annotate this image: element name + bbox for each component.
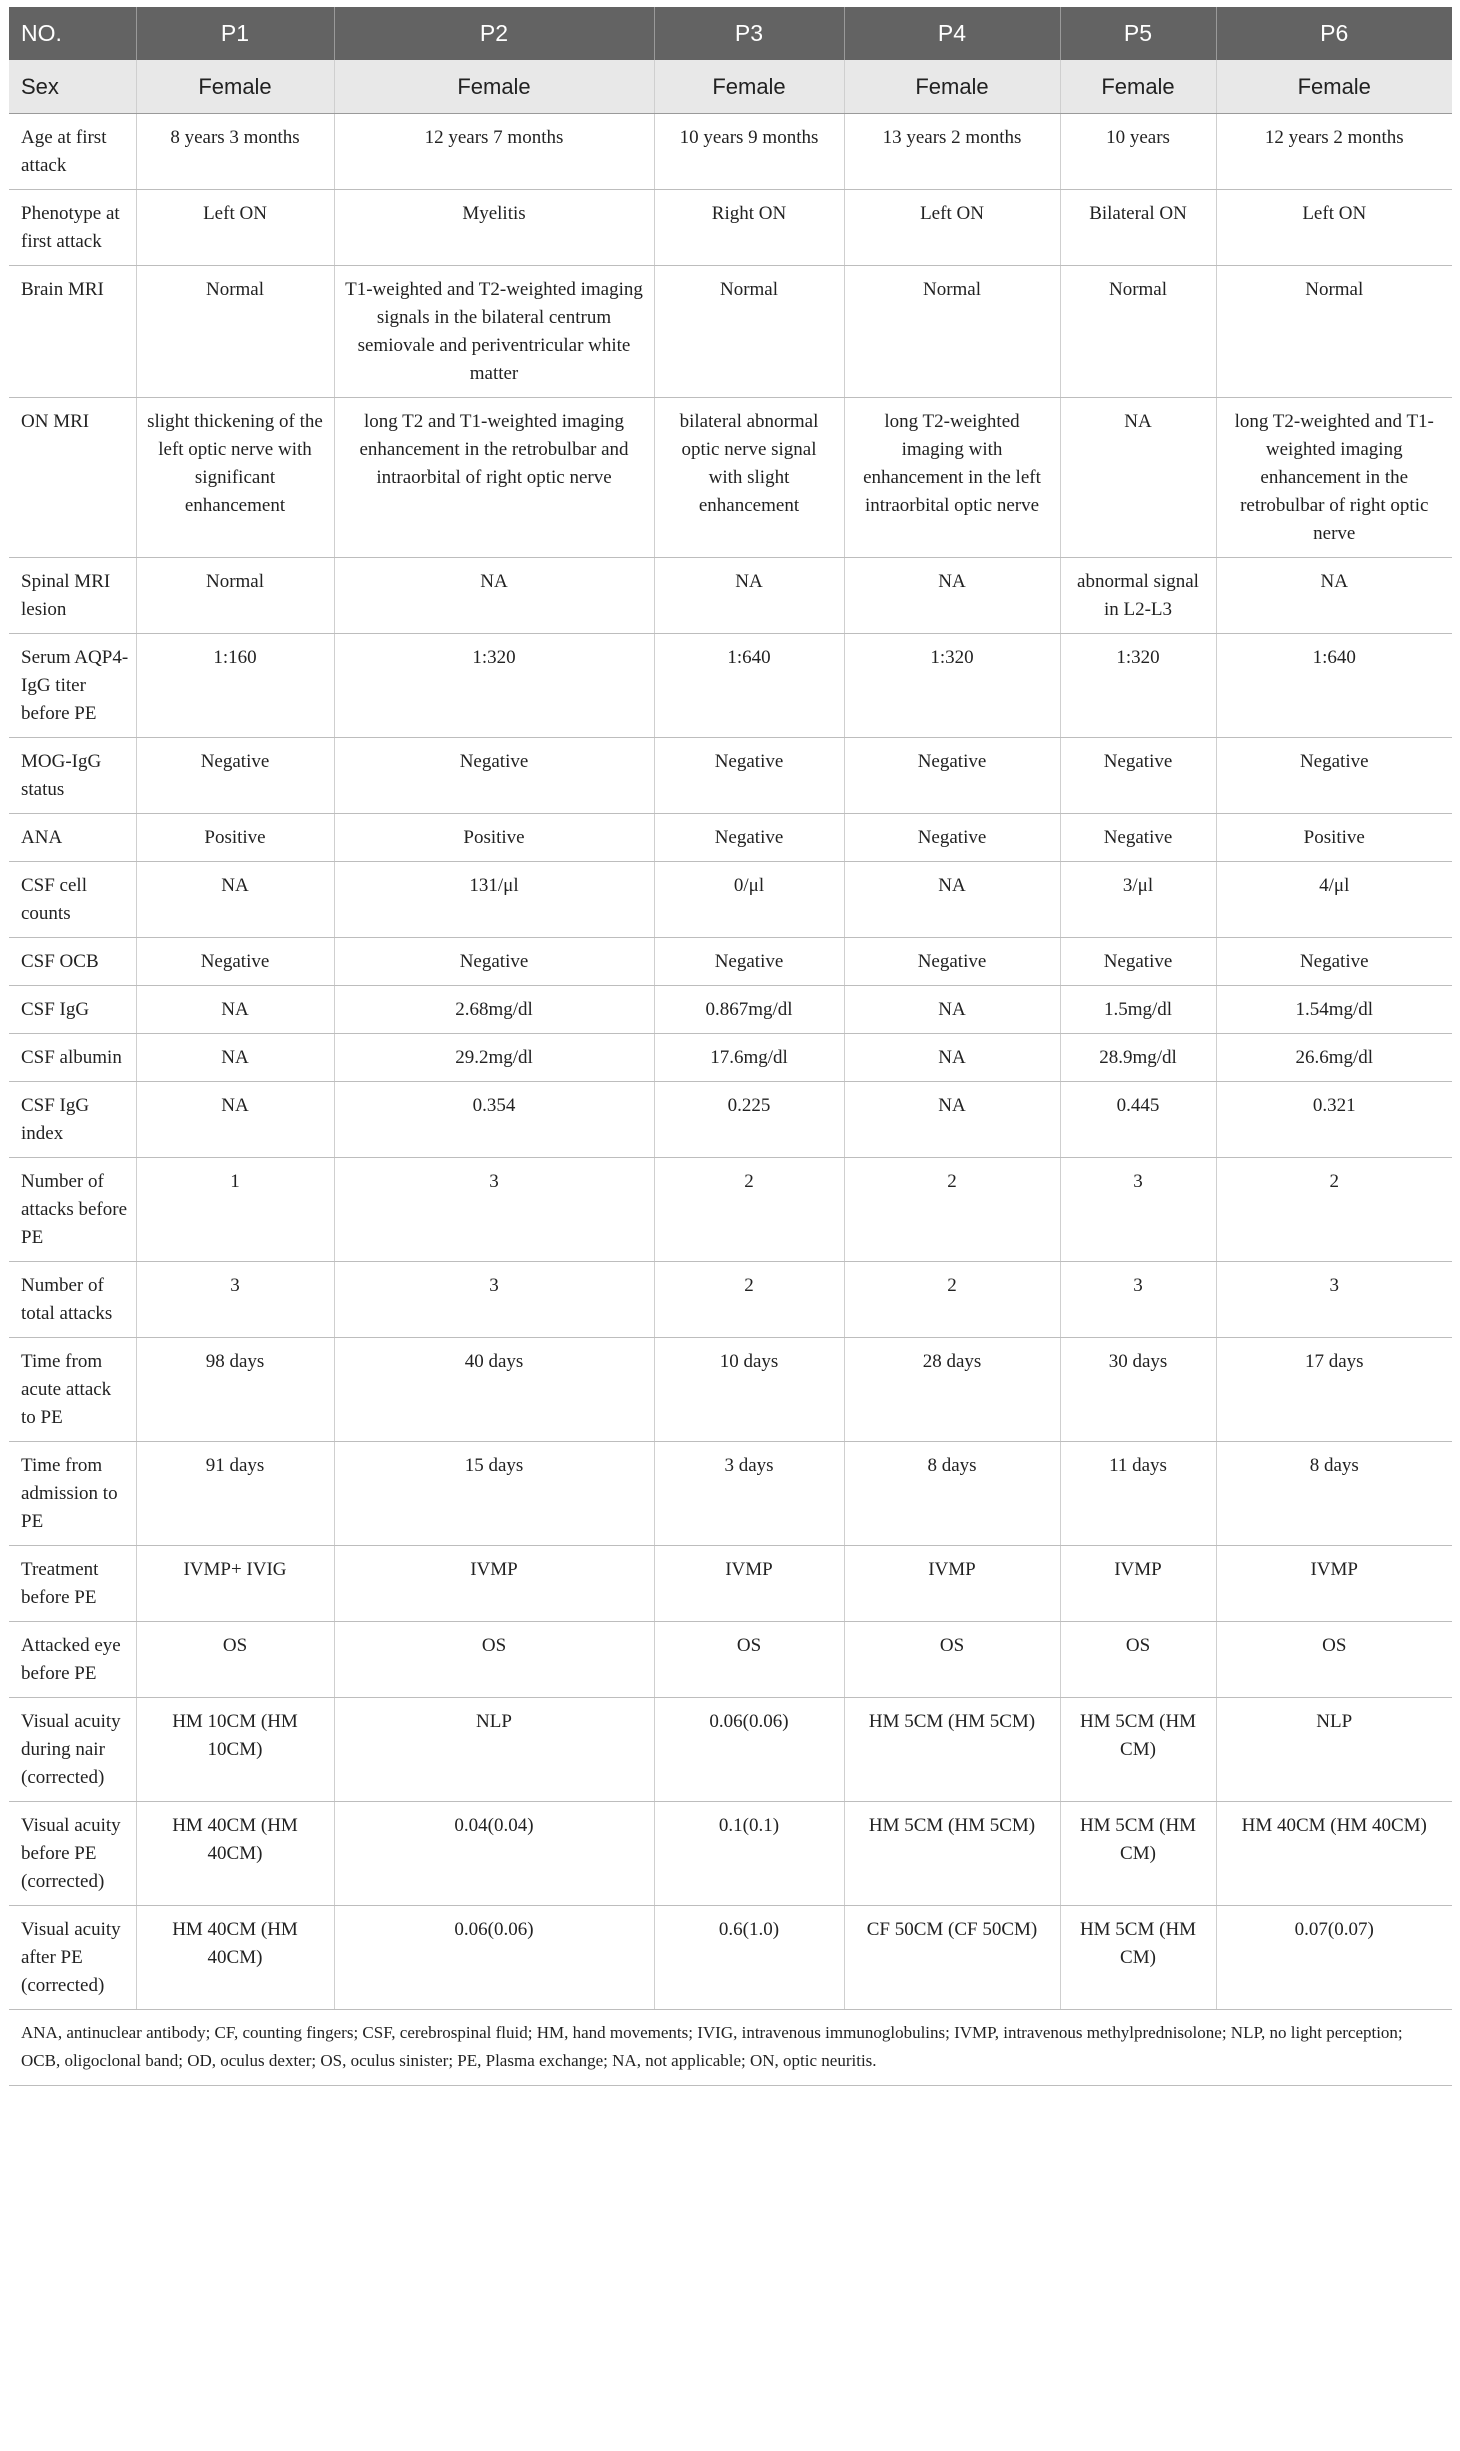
footnote-text: ANA, antinuclear antibody; CF, counting fingers; CSF, cerebrospinal fluid; HM, hand movements; IVIG, intravenous immunoglobulins; IVMP, intravenous methylprednisolone; NLP, no light perception; OCB, oligoclonal band; OD, oculus dexter; OS, oculus sinister; PE, Plasma exchange; NA, not applicable; ON, optic neuritis. (9, 2010, 1452, 2086)
cell-p2: 2.68mg/dl (334, 986, 654, 1034)
cell-p6: NA (1216, 558, 1452, 634)
row-label: MOG-IgG status (9, 738, 136, 814)
cell-p5: Negative (1060, 738, 1216, 814)
cell-p5: HM 5CM (HM CM) (1060, 1906, 1216, 2010)
row-label: ON MRI (9, 398, 136, 558)
cell-p2: Positive (334, 814, 654, 862)
cell-p6: Negative (1216, 938, 1452, 986)
cell-p4: HM 5CM (HM 5CM) (844, 1698, 1060, 1802)
cell-p2: Myelitis (334, 190, 654, 266)
cell-p1: HM 40CM (HM 40CM) (136, 1906, 334, 2010)
row-label: Treatment before PE (9, 1546, 136, 1622)
row-label: ANA (9, 814, 136, 862)
cell-p5: 3 (1060, 1262, 1216, 1338)
cell-p3: bilateral abnormal optic nerve signal with slight enhancement (654, 398, 844, 558)
cell-p1: 1:160 (136, 634, 334, 738)
table-row (9, 1622, 1452, 1698)
cell-p2: Negative (334, 938, 654, 986)
table-row (9, 1906, 1452, 2010)
cell-p1: IVMP+ IVIG (136, 1546, 334, 1622)
table-row (9, 1442, 1452, 1546)
table-row (9, 1158, 1452, 1262)
cell-p3: IVMP (654, 1546, 844, 1622)
row-label: Serum AQP4-IgG titer before PE (9, 634, 136, 738)
header-p2: P2 (334, 7, 654, 60)
cell-p2: 3 (334, 1262, 654, 1338)
cell-p2: 29.2mg/dl (334, 1034, 654, 1082)
row-label: Visual acuity before PE (corrected) (9, 1802, 136, 1906)
cell-p1: 98 days (136, 1338, 334, 1442)
cell-p3: 2 (654, 1158, 844, 1262)
cell-p3: Right ON (654, 190, 844, 266)
cell-p1: HM 40CM (HM 40CM) (136, 1802, 334, 1906)
cell-p6: Negative (1216, 738, 1452, 814)
cell-p4: NA (844, 1082, 1060, 1158)
cell-p1: Negative (136, 938, 334, 986)
table-row (9, 634, 1452, 738)
cell-p6: 8 days (1216, 1442, 1452, 1546)
cell-p3: 3 days (654, 1442, 844, 1546)
cell-p3: 0.1(0.1) (654, 1802, 844, 1906)
row-label: CSF albumin (9, 1034, 136, 1082)
cell-p5: abnormal signal in L2-L3 (1060, 558, 1216, 634)
row-label: Attacked eye before PE (9, 1622, 136, 1698)
table-row (9, 862, 1452, 938)
patient-clinical-table (9, 7, 1452, 2086)
cell-p4: Negative (844, 814, 1060, 862)
header-row (9, 7, 1452, 60)
cell-p2: 12 years 7 months (334, 114, 654, 190)
row-label: Sex (9, 60, 136, 114)
table-row (9, 1082, 1452, 1158)
cell-p1: NA (136, 986, 334, 1034)
header-p3: P3 (654, 7, 844, 60)
cell-p5: OS (1060, 1622, 1216, 1698)
cell-p3: 0.867mg/dl (654, 986, 844, 1034)
cell-p3: Negative (654, 738, 844, 814)
cell-p4: 2 (844, 1158, 1060, 1262)
cell-p5: 30 days (1060, 1338, 1216, 1442)
cell-p4: IVMP (844, 1546, 1060, 1622)
header-p6: P6 (1216, 7, 1452, 60)
cell-p5: 1.5mg/dl (1060, 986, 1216, 1034)
cell-p1: Normal (136, 558, 334, 634)
cell-p5: Bilateral ON (1060, 190, 1216, 266)
cell-p4: Left ON (844, 190, 1060, 266)
cell-p2: OS (334, 1622, 654, 1698)
clinical-data-table-container (9, 7, 1452, 2086)
cell-p3: OS (654, 1622, 844, 1698)
row-label: Time from admission to PE (9, 1442, 136, 1546)
cell-p5: 3/μl (1060, 862, 1216, 938)
table-row (9, 1034, 1452, 1082)
table-row (9, 1262, 1452, 1338)
cell-p1: 1 (136, 1158, 334, 1262)
cell-p4: 2 (844, 1262, 1060, 1338)
header-p4: P4 (844, 7, 1060, 60)
cell-p6: 4/μl (1216, 862, 1452, 938)
cell-p6: Left ON (1216, 190, 1452, 266)
cell-p2: 0.04(0.04) (334, 1802, 654, 1906)
cell-p1: NA (136, 1082, 334, 1158)
cell-p4: Negative (844, 938, 1060, 986)
table-row (9, 738, 1452, 814)
cell-p5: 11 days (1060, 1442, 1216, 1546)
table-row (9, 1546, 1452, 1622)
cell-p6: Positive (1216, 814, 1452, 862)
cell-p6: NLP (1216, 1698, 1452, 1802)
table-row (9, 558, 1452, 634)
cell-p3: 10 years 9 months (654, 114, 844, 190)
table-row (9, 60, 1452, 114)
cell-p6: 0.07(0.07) (1216, 1906, 1452, 2010)
cell-p6: 12 years 2 months (1216, 114, 1452, 190)
cell-p1: Normal (136, 266, 334, 398)
cell-p4: long T2-weighted imaging with enhancement in the left intraorbital optic nerve (844, 398, 1060, 558)
footnote-row (9, 2010, 1452, 2086)
cell-p3: 17.6mg/dl (654, 1034, 844, 1082)
cell-p2: Negative (334, 738, 654, 814)
cell-p6: 2 (1216, 1158, 1452, 1262)
cell-p5: 3 (1060, 1158, 1216, 1262)
cell-p3: 2 (654, 1262, 844, 1338)
cell-p4: Female (844, 60, 1060, 114)
cell-p1: HM 10CM (HM 10CM) (136, 1698, 334, 1802)
table-row (9, 190, 1452, 266)
cell-p6: Normal (1216, 266, 1452, 398)
cell-p2: IVMP (334, 1546, 654, 1622)
row-label: Number of total attacks (9, 1262, 136, 1338)
cell-p4: 28 days (844, 1338, 1060, 1442)
cell-p2: long T2 and T1-weighted imaging enhancement in the retrobulbar and intraorbital of right optic nerve (334, 398, 654, 558)
row-label: CSF cell counts (9, 862, 136, 938)
cell-p1: Female (136, 60, 334, 114)
cell-p3: 0/μl (654, 862, 844, 938)
cell-p3: Female (654, 60, 844, 114)
table-row (9, 814, 1452, 862)
table-header (9, 7, 1452, 60)
cell-p2: 1:320 (334, 634, 654, 738)
cell-p1: OS (136, 1622, 334, 1698)
cell-p3: 0.6(1.0) (654, 1906, 844, 2010)
table-row (9, 398, 1452, 558)
header-p1: P1 (136, 7, 334, 60)
table-row (9, 266, 1452, 398)
cell-p6: 17 days (1216, 1338, 1452, 1442)
cell-p5: Normal (1060, 266, 1216, 398)
row-label: Visual acuity during nair (corrected) (9, 1698, 136, 1802)
row-label: Spinal MRI lesion (9, 558, 136, 634)
cell-p5: HM 5CM (HM CM) (1060, 1802, 1216, 1906)
cell-p3: 0.225 (654, 1082, 844, 1158)
cell-p4: NA (844, 558, 1060, 634)
row-label: Age at first attack (9, 114, 136, 190)
cell-p3: 10 days (654, 1338, 844, 1442)
cell-p2: 15 days (334, 1442, 654, 1546)
cell-p3: 0.06(0.06) (654, 1698, 844, 1802)
row-label: Brain MRI (9, 266, 136, 398)
cell-p6: OS (1216, 1622, 1452, 1698)
cell-p3: Normal (654, 266, 844, 398)
cell-p2: 0.354 (334, 1082, 654, 1158)
cell-p1: Left ON (136, 190, 334, 266)
cell-p6: 0.321 (1216, 1082, 1452, 1158)
table-footer (9, 2010, 1452, 2086)
cell-p5: 10 years (1060, 114, 1216, 190)
cell-p1: Positive (136, 814, 334, 862)
header-no: NO. (9, 7, 136, 60)
cell-p3: Negative (654, 814, 844, 862)
cell-p1: NA (136, 1034, 334, 1082)
cell-p5: HM 5CM (HM CM) (1060, 1698, 1216, 1802)
cell-p6: 26.6mg/dl (1216, 1034, 1452, 1082)
cell-p6: HM 40CM (HM 40CM) (1216, 1802, 1452, 1906)
cell-p4: Normal (844, 266, 1060, 398)
cell-p4: NA (844, 1034, 1060, 1082)
cell-p6: IVMP (1216, 1546, 1452, 1622)
cell-p5: IVMP (1060, 1546, 1216, 1622)
cell-p2: 0.06(0.06) (334, 1906, 654, 2010)
row-label: Phenotype at first attack (9, 190, 136, 266)
cell-p5: 28.9mg/dl (1060, 1034, 1216, 1082)
row-label: Number of attacks before PE (9, 1158, 136, 1262)
cell-p6: 1:640 (1216, 634, 1452, 738)
cell-p4: CF 50CM (CF 50CM) (844, 1906, 1060, 2010)
cell-p1: Negative (136, 738, 334, 814)
cell-p2: Female (334, 60, 654, 114)
cell-p6: 3 (1216, 1262, 1452, 1338)
cell-p6: 1.54mg/dl (1216, 986, 1452, 1034)
cell-p6: long T2-weighted and T1-weighted imaging enhancement in the retrobulbar of right optic nerve (1216, 398, 1452, 558)
row-label: CSF OCB (9, 938, 136, 986)
cell-p1: 8 years 3 months (136, 114, 334, 190)
cell-p5: Female (1060, 60, 1216, 114)
table-row (9, 986, 1452, 1034)
cell-p2: 3 (334, 1158, 654, 1262)
cell-p4: 8 days (844, 1442, 1060, 1546)
table-row (9, 1802, 1452, 1906)
cell-p5: 0.445 (1060, 1082, 1216, 1158)
table-row (9, 114, 1452, 190)
cell-p1: 91 days (136, 1442, 334, 1546)
cell-p4: NA (844, 862, 1060, 938)
cell-p4: HM 5CM (HM 5CM) (844, 1802, 1060, 1906)
cell-p4: NA (844, 986, 1060, 1034)
row-label: Visual acuity after PE (corrected) (9, 1906, 136, 2010)
cell-p3: NA (654, 558, 844, 634)
cell-p5: Negative (1060, 814, 1216, 862)
cell-p4: 13 years 2 months (844, 114, 1060, 190)
cell-p1: slight thickening of the left optic nerve with significant enhancement (136, 398, 334, 558)
table-row (9, 938, 1452, 986)
cell-p2: 131/μl (334, 862, 654, 938)
cell-p5: 1:320 (1060, 634, 1216, 738)
cell-p1: 3 (136, 1262, 334, 1338)
header-p5: P5 (1060, 7, 1216, 60)
cell-p3: Negative (654, 938, 844, 986)
cell-p5: NA (1060, 398, 1216, 558)
cell-p2: NA (334, 558, 654, 634)
row-label: CSF IgG (9, 986, 136, 1034)
cell-p4: Negative (844, 738, 1060, 814)
cell-p3: 1:640 (654, 634, 844, 738)
row-label: Time from acute attack to PE (9, 1338, 136, 1442)
cell-p1: NA (136, 862, 334, 938)
cell-p2: NLP (334, 1698, 654, 1802)
table-body (9, 60, 1452, 2010)
cell-p4: OS (844, 1622, 1060, 1698)
cell-p4: 1:320 (844, 634, 1060, 738)
cell-p2: T1-weighted and T2-weighted imaging signals in the bilateral centrum semiovale and periventricular white matter (334, 266, 654, 398)
table-row (9, 1338, 1452, 1442)
row-label: CSF IgG index (9, 1082, 136, 1158)
table-row (9, 1698, 1452, 1802)
cell-p6: Female (1216, 60, 1452, 114)
cell-p5: Negative (1060, 938, 1216, 986)
cell-p2: 40 days (334, 1338, 654, 1442)
